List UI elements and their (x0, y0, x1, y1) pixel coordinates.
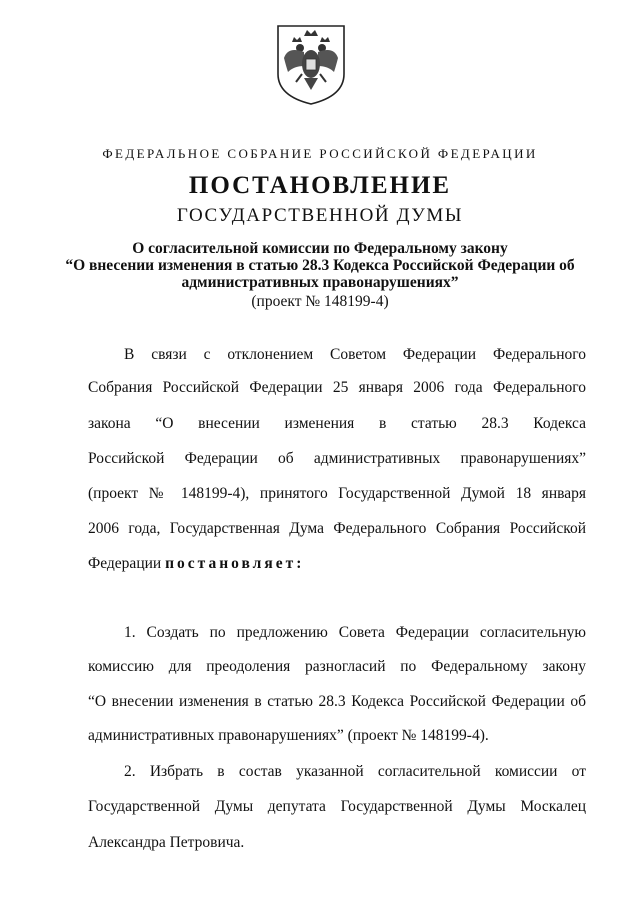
resolves-word: постановляет: (165, 555, 305, 572)
preamble-line: Собрания Российской Федерации 25 января 2006 года Федерального (88, 379, 586, 396)
preamble-line: (проект № 148199-4), принятого Государственной Думой 18 января (88, 485, 586, 502)
resolution-subject (60, 240, 580, 291)
preamble-line: В связи с отклонением Советом Федерации Федерального (124, 346, 586, 363)
document-type-title: ПОСТАНОВЛЕНИЕ (188, 172, 452, 199)
item-1-line: комиссию для преодоления разногласий по Федеральному закону (88, 658, 586, 675)
preamble-last-prefix: Федерации (88, 555, 166, 572)
item-2-line: 2. Избрать в состав указанной согласительной комиссии от (124, 763, 586, 780)
subject-line: О согласительной комиссии по Федеральному закону (132, 240, 508, 257)
coat-of-arms-emblem-icon (274, 22, 348, 106)
preamble-last-line (88, 555, 586, 573)
item-1-line: 1. Создать по предложению Совета Федерации согласительную (124, 624, 586, 641)
subject-line: “О внесении изменения в статью 28.3 Кодекса Российской Федерации об (65, 257, 575, 274)
preamble-line: Российской Федерации об административных правонарушениях” (88, 450, 586, 467)
preamble-line: 2006 года, Государственная Дума Федерального Собрания Российской (88, 520, 586, 537)
project-number: (проект № 148199-4) (251, 293, 389, 310)
organization-name: ФЕДЕРАЛЬНОЕ СОБРАНИЕ РОССИЙСКОЙ ФЕДЕРАЦИИ (102, 146, 538, 161)
issuer-name: ГОСУДАРСТВЕННОЙ ДУМЫ (176, 205, 464, 226)
preamble-line: закона “О внесении изменения в статью 28.3 Кодекса (88, 415, 586, 432)
item-1-line: административных правонарушениях” (проект № 148199-4). (88, 727, 489, 744)
item-1-line: “О внесении изменения в статью 28.3 Кодекса Российской Федерации об (88, 693, 586, 710)
item-2-line: Государственной Думы депутата Государственной Думы Москалец (88, 798, 586, 815)
subject-line: административных правонарушениях” (181, 274, 459, 291)
item-2-line: Александра Петровича. (88, 834, 245, 851)
